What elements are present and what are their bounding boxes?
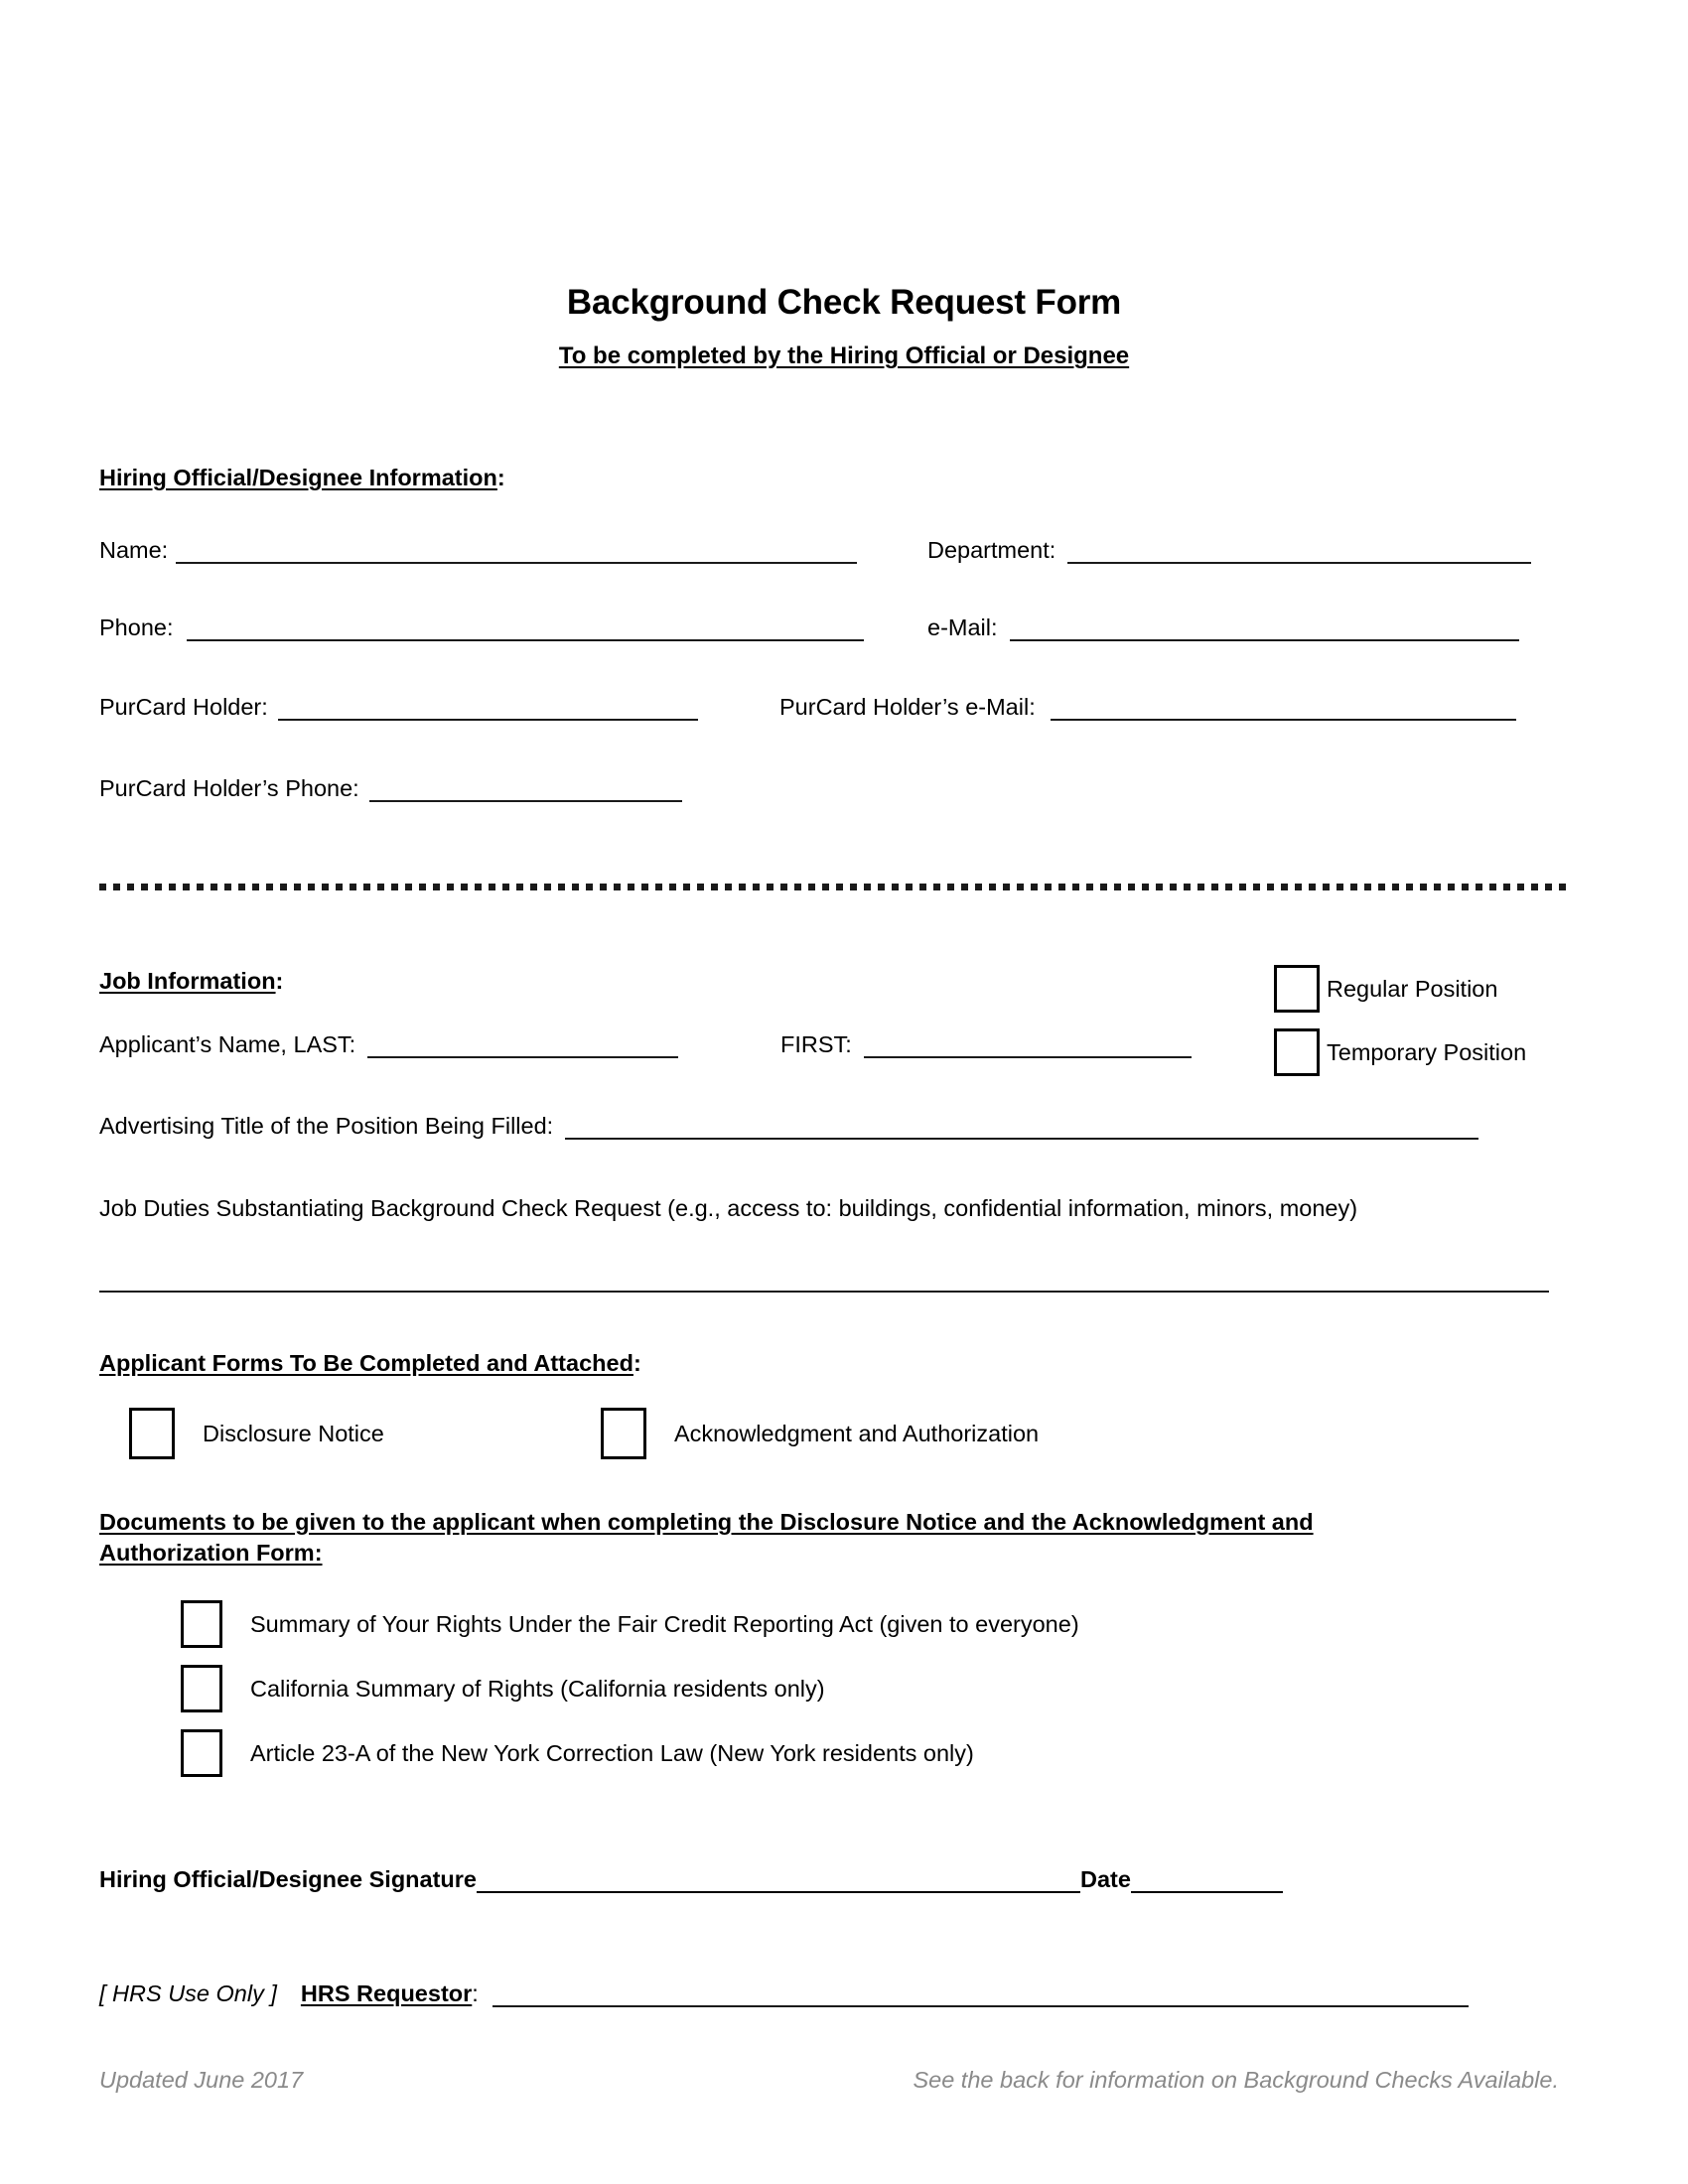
fcra-summary-checkbox[interactable] (181, 1600, 222, 1648)
documents-section-heading (99, 1507, 1314, 1569)
disclosure-notice-label: Disclosure Notice (203, 1420, 384, 1446)
applicant-first-name-label: FIRST: (780, 1031, 852, 1057)
disclosure-notice-option[interactable] (129, 1408, 384, 1459)
applicant-last-name-label: Applicant’s Name, LAST: (99, 1031, 356, 1057)
regular-position-checkbox[interactable] (1274, 965, 1320, 1013)
advertising-title-label: Advertising Title of the Position Being Filled: (99, 1113, 554, 1139)
purcard-holder-phone-input[interactable] (369, 778, 682, 802)
phone-label: Phone: (99, 614, 174, 640)
disclosure-notice-checkbox[interactable] (129, 1408, 175, 1459)
purcard-holder-label: PurCard Holder: (99, 694, 268, 720)
date-input[interactable] (1131, 1871, 1283, 1893)
california-summary-checkbox[interactable] (181, 1665, 222, 1712)
purcard-holder-field-row (99, 695, 698, 721)
job-duties-input[interactable] (99, 1291, 1549, 1293)
name-field-row (99, 538, 857, 564)
hrs-requestor-colon: : (472, 1980, 479, 2006)
section-divider (99, 884, 1571, 890)
page-footer (99, 2067, 1571, 2094)
document-option-california-summary[interactable] (181, 1665, 825, 1712)
department-input[interactable] (1067, 540, 1531, 564)
california-summary-label: California Summary of Rights (California residents only) (250, 1675, 825, 1702)
hrs-use-only-row (99, 1980, 1469, 2007)
job-information-section-heading (99, 968, 283, 995)
hiring-official-heading-colon: : (496, 465, 505, 490)
applicant-first-name-input[interactable] (864, 1034, 1192, 1058)
documents-heading-line-2: Authorization Form: (99, 1540, 323, 1567)
applicant-last-name-field-row (99, 1032, 678, 1058)
job-information-heading-text: Job Information (99, 968, 276, 994)
job-information-heading-colon: : (275, 968, 284, 994)
temporary-position-checkbox[interactable] (1274, 1028, 1320, 1076)
phone-input[interactable] (187, 617, 864, 641)
email-label: e-Mail: (927, 614, 998, 640)
date-label: Date (1080, 1866, 1131, 1892)
advertising-title-field-row (99, 1114, 1478, 1140)
regular-position-label: Regular Position (1327, 975, 1498, 1002)
purcard-holder-email-label: PurCard Holder’s e-Mail: (779, 694, 1036, 720)
email-input[interactable] (1010, 617, 1519, 641)
name-input[interactable] (176, 540, 857, 564)
hrs-use-only-label: [ HRS Use Only ] (99, 1980, 277, 2006)
temporary-position-option[interactable] (1274, 1028, 1526, 1076)
hiring-official-heading-text: Hiring Official/Designee Information (99, 465, 497, 490)
acknowledgment-authorization-option[interactable] (601, 1408, 1039, 1459)
applicant-forms-heading-text: Applicant Forms To Be Completed and Attached (99, 1350, 633, 1376)
acknowledgment-authorization-label: Acknowledgment and Authorization (674, 1420, 1040, 1446)
page-subtitle: To be completed by the Hiring Official or Designee (558, 342, 1130, 370)
email-field-row (927, 615, 1519, 641)
purcard-holder-email-input[interactable] (1051, 697, 1516, 721)
acknowledgment-authorization-checkbox[interactable] (601, 1408, 646, 1459)
documents-heading-line-1: Documents to be given to the applicant when completing the Disclosure Notice and the Acknowledgment and (99, 1509, 1314, 1535)
job-duties-prompt-row (99, 1196, 1357, 1222)
signature-label: Hiring Official/Designee Signature (99, 1866, 477, 1892)
applicant-forms-heading-colon: : (633, 1350, 641, 1376)
name-label: Name: (99, 537, 169, 563)
hrs-requestor-input[interactable] (492, 1983, 1469, 2007)
hiring-official-section-heading (99, 465, 505, 491)
department-field-row (927, 538, 1531, 564)
applicant-first-name-field-row (780, 1032, 1192, 1058)
document-option-article-23a[interactable] (181, 1729, 974, 1777)
phone-field-row (99, 615, 864, 641)
footer-note-text: See the back for information on Background Checks Available. (913, 2067, 1559, 2093)
document-option-fcra-summary[interactable] (181, 1600, 1079, 1648)
regular-position-option[interactable] (1274, 965, 1497, 1013)
hrs-requestor-label: HRS Requestor (300, 1980, 473, 2006)
purcard-holder-phone-field-row (99, 776, 682, 802)
signature-row (99, 1866, 1283, 1893)
purcard-holder-phone-label: PurCard Holder’s Phone: (99, 775, 359, 801)
applicant-forms-section-heading (99, 1350, 641, 1377)
advertising-title-input[interactable] (565, 1116, 1478, 1140)
page-title: Background Check Request Form (566, 283, 1122, 322)
article-23a-label: Article 23-A of the New York Correction Law (New York residents only) (250, 1739, 974, 1766)
purcard-holder-input[interactable] (278, 697, 698, 721)
fcra-summary-label: Summary of Your Rights Under the Fair Credit Reporting Act (given to everyone) (250, 1610, 1079, 1637)
temporary-position-label: Temporary Position (1327, 1038, 1527, 1065)
applicant-last-name-input[interactable] (367, 1034, 678, 1058)
signature-input[interactable] (477, 1871, 1080, 1893)
purcard-holder-email-field-row (779, 695, 1516, 721)
article-23a-checkbox[interactable] (181, 1729, 222, 1777)
job-duties-label: Job Duties Substantiating Background Check Request (e.g., access to: buildings, confidential information, minors, money) (99, 1195, 1358, 1221)
footer-updated-text: Updated June 2017 (99, 2067, 304, 2093)
department-label: Department: (927, 537, 1056, 563)
